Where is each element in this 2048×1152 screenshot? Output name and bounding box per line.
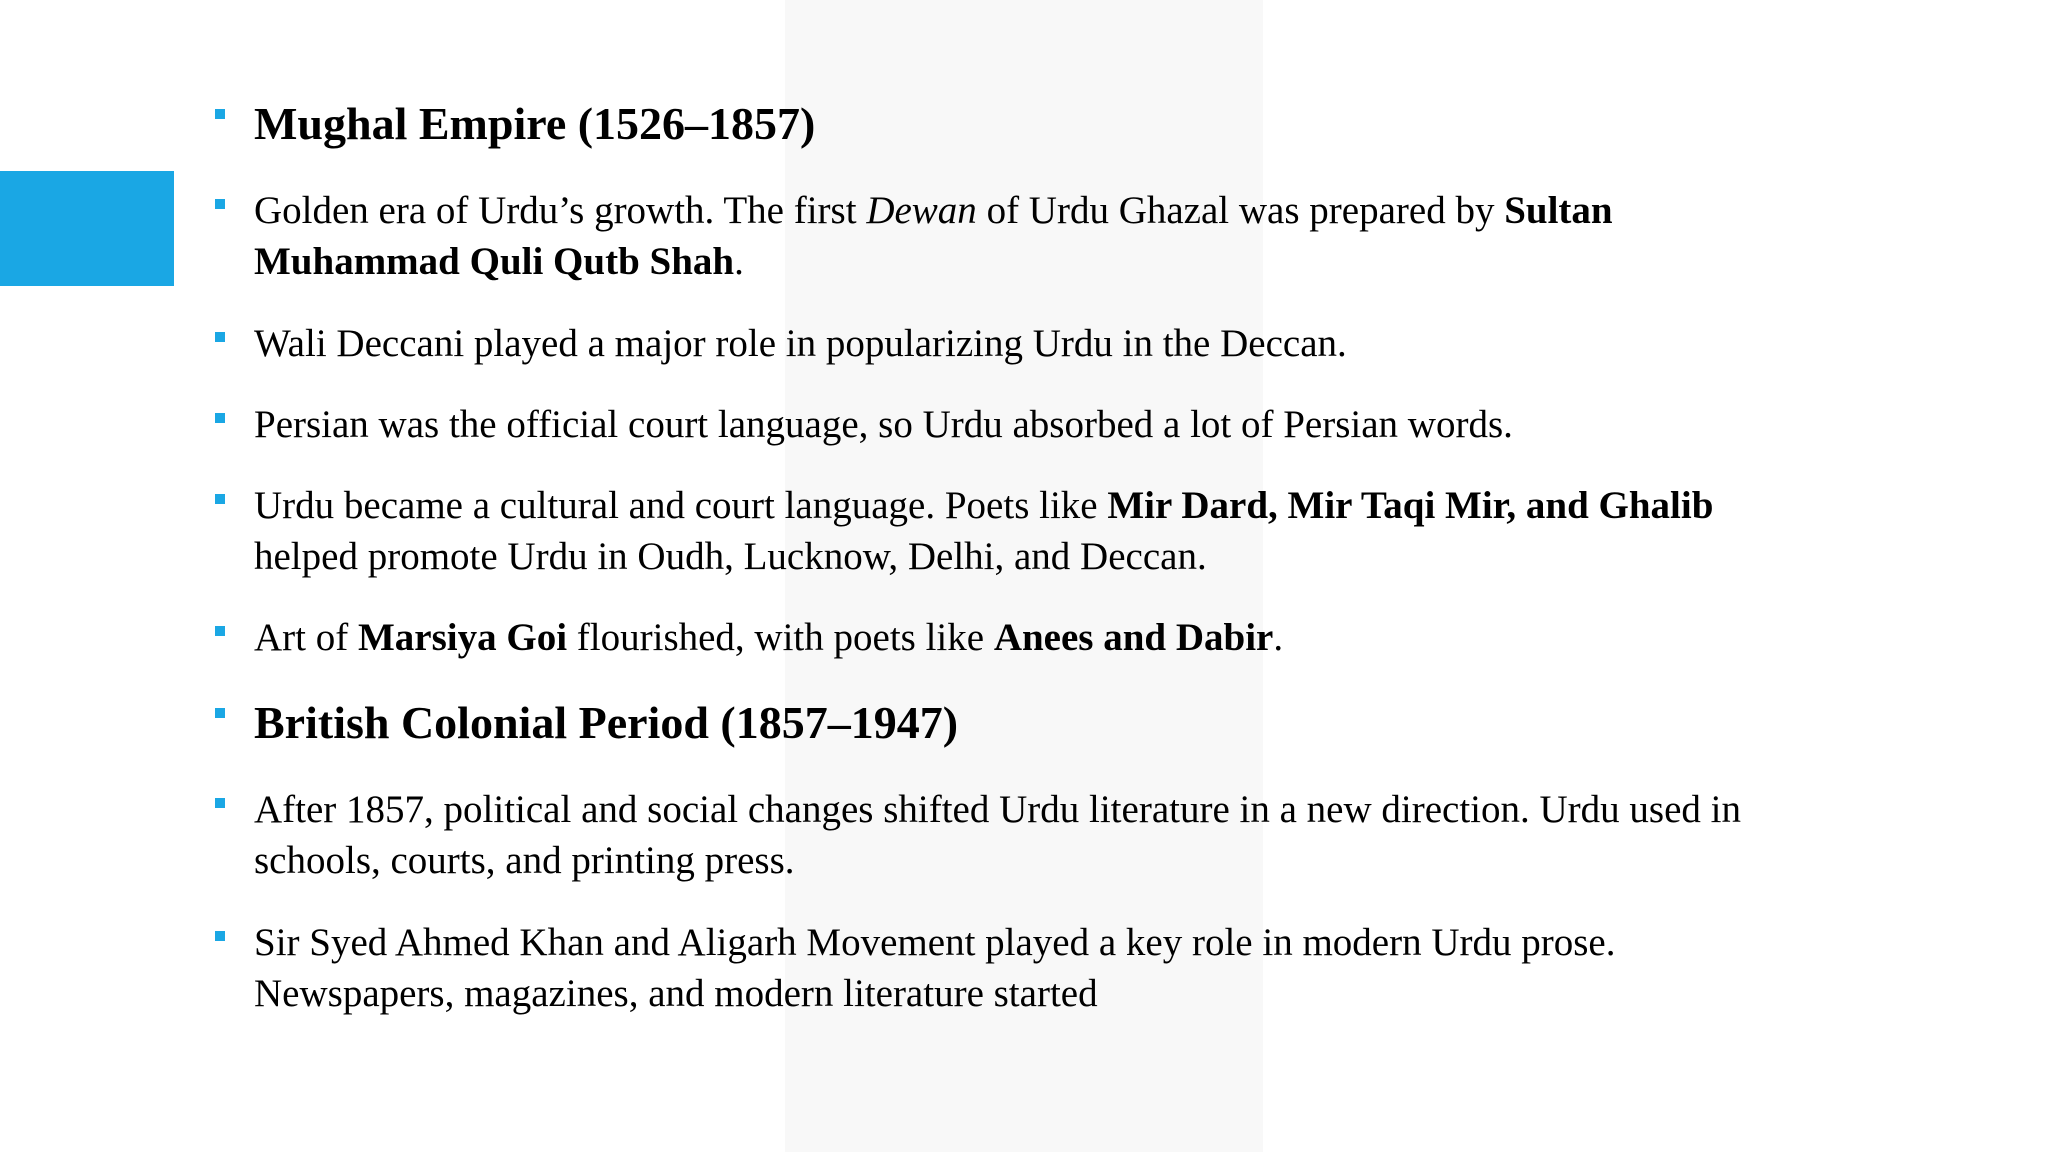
bold-run: Muhammad Quli Qutb Shah [254, 240, 735, 283]
bold-run: Sultan [1504, 189, 1613, 232]
point-after-1857 [254, 784, 1904, 886]
text-run: of Urdu Ghazal was prepared by [976, 189, 1505, 232]
square-bullet-icon [215, 626, 225, 636]
line-2: Newspapers, magazines, and modern literature started [254, 972, 1098, 1015]
bold-run: Mir Dard, Mir Taqi Mir, and Ghalib [1107, 484, 1714, 527]
square-bullet-icon [215, 413, 225, 423]
text-run: . [734, 240, 744, 283]
text-run: Golden era of Urdu’s growth. The first [254, 189, 867, 232]
bold-run: Anees and Dabir [993, 616, 1274, 659]
point-sir-syed [254, 917, 1904, 1019]
text-run: Urdu became a cultural and court language. Poets like [254, 484, 1108, 527]
line-2: schools, courts, and printing press. [254, 839, 795, 882]
text-run: Art of [254, 616, 358, 659]
point-golden-era [254, 185, 1904, 287]
bold-run: Marsiya Goi [357, 616, 568, 659]
heading-british-colonial: British Colonial Period (1857–1947) [254, 697, 959, 748]
point-persian-court: Persian was the official court language, so Urdu absorbed a lot of Persian words. [254, 403, 1513, 446]
text-run: flourished, with poets like [567, 616, 994, 659]
square-bullet-icon [215, 109, 225, 119]
square-bullet-icon [215, 494, 225, 504]
italic-run: Dewan [866, 189, 977, 232]
heading-mughal-empire: Mughal Empire (1526–1857) [254, 98, 816, 149]
text-run: . [1273, 616, 1284, 659]
square-bullet-icon [215, 332, 225, 342]
point-marsiya-goi [254, 612, 1904, 663]
line-1: Sir Syed Ahmed Khan and Aligarh Movement played a key role in modern Urdu prose. [254, 921, 1616, 964]
line-2 [254, 236, 1904, 287]
line-1: After 1857, political and social changes shifted Urdu literature in a new direction. Urdu used in [254, 788, 1741, 831]
square-bullet-icon [215, 199, 225, 209]
line-2: helped promote Urdu in Oudh, Lucknow, Delhi, and Deccan. [254, 535, 1207, 578]
line-1 [254, 480, 1904, 531]
point-wali-deccani: Wali Deccani played a major role in popularizing Urdu in the Deccan. [254, 322, 1347, 365]
square-bullet-icon [215, 931, 225, 941]
accent-block [0, 171, 174, 286]
square-bullet-icon [215, 708, 225, 718]
square-bullet-icon [215, 798, 225, 808]
point-cultural-language [254, 480, 1904, 582]
line-1 [254, 185, 1904, 236]
